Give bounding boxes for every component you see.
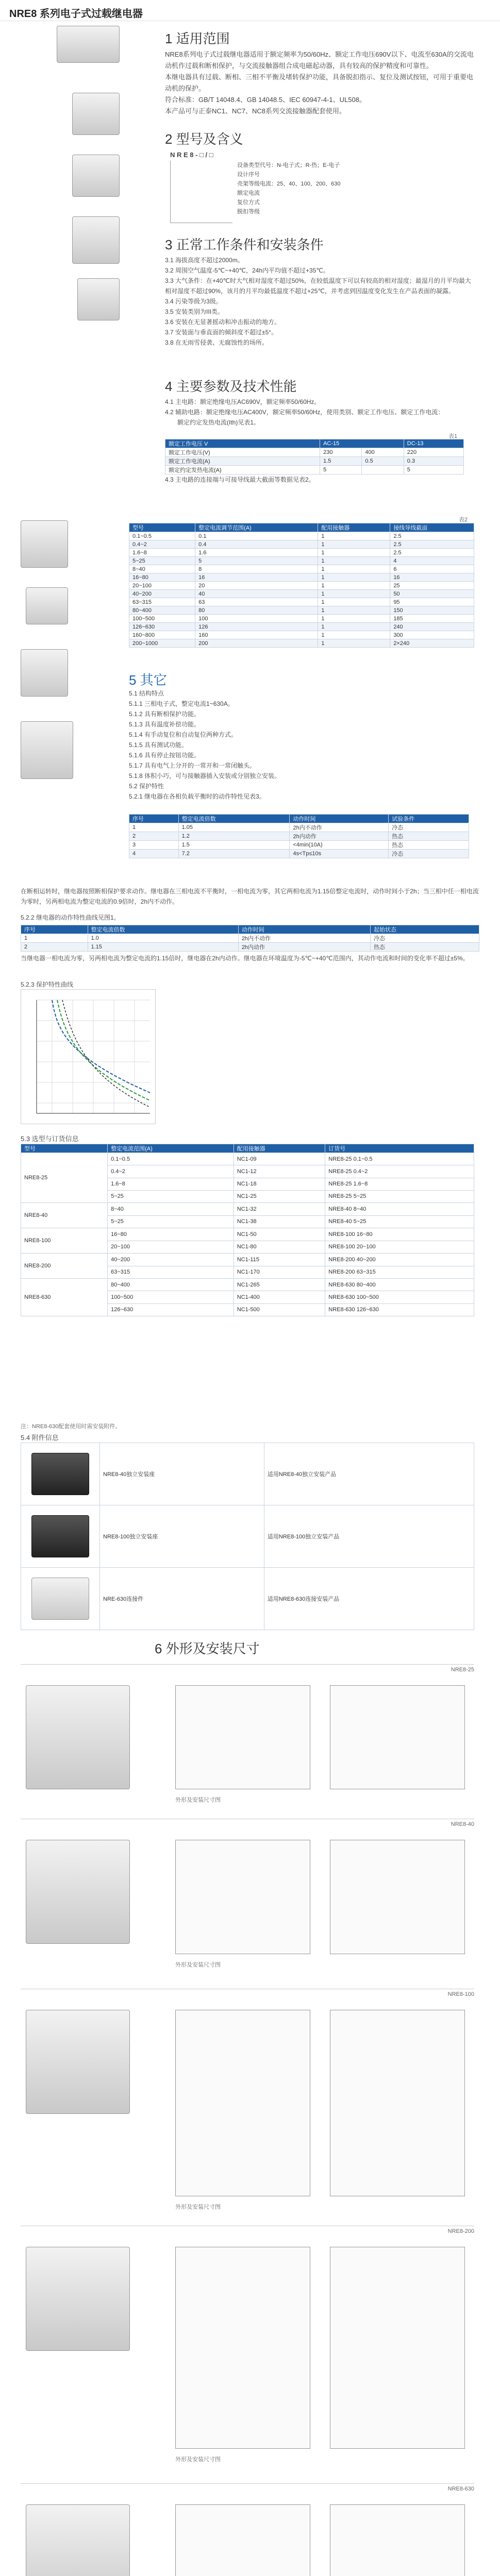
- panel-label: NRE8-100: [447, 1991, 474, 1997]
- table-2-cell: 1: [318, 606, 390, 615]
- table-2-cell: 6: [390, 565, 474, 573]
- selection-header: 型号: [21, 1144, 108, 1153]
- table-2-cell: 80: [195, 606, 318, 615]
- table-1-header: 额定工作电压 V: [165, 439, 320, 448]
- selection-row: [21, 1153, 474, 1165]
- selection-cell: NC1-09: [234, 1153, 325, 1165]
- product-image-6: [21, 520, 68, 568]
- selection-cell: NRE8-25 0.4~2: [325, 1165, 474, 1178]
- table-4-header: 整定电流倍数: [88, 925, 238, 934]
- panel-label: NRE8-25: [451, 1667, 474, 1673]
- table-4: 序号 整定电流倍数 动作时间 起始状态 1 1.0 2h内不动作 冷态 2 1.15 2h内动作 热态: [21, 925, 479, 952]
- panel-note: 外形及安装尺寸图: [175, 2204, 221, 2210]
- table-2-cell: 1.6: [195, 549, 318, 557]
- table-3-header: 试验条件: [389, 815, 469, 823]
- table-2-cell: 0.1: [195, 532, 318, 540]
- model-item: 设计序号: [237, 172, 260, 178]
- selection-header: 整定电流范围(A): [108, 1144, 234, 1153]
- section-4-item: 额定约定发热电流(Ith)见表1。: [177, 419, 260, 426]
- dimension-panel: [21, 1819, 474, 1974]
- section-6-title: 6 外形及安装尺寸: [155, 1641, 260, 1656]
- section-52-p1: 在断相运转时，继电器按照断相保护要求动作。继电器在三相电流不平衡时，一相电流为零，其它两相电流为1.15倍整定电流时，动作时间小于2h；当三相中任一相电流为零时，另两相电流为整定电流的0.9倍时，2h内不动作。: [21, 888, 479, 905]
- section-3-item: 3.1 海拔高度不超过2000m。: [165, 257, 244, 264]
- table-2-cell: 2.5: [390, 549, 474, 557]
- section-5-item: 5.1.8 体积小巧，可与接触器插入安装或分别独立安装。: [129, 772, 281, 779]
- table-2-cell: 5: [195, 557, 318, 565]
- dimension-panel: [21, 1989, 474, 2216]
- section-3-item: 3.3 大气条件：在+40℃时大气相对湿度不超过50%，在较低温度下可以有较高的相对湿度；最湿月的月平均最大相对湿度不超过90%，该月的月平均最低温度不超过+25℃，并考虑到因温度变化发生在产品表面的凝露。: [165, 277, 471, 295]
- section-5-item: 5.1 结构特点: [129, 690, 164, 697]
- section-52-p3: 当继电器一相电流为零，另两相电流为整定电流的1.15倍时，继电器在2h内动作。继电器在环境温度为-5℃~+40℃范围内，其动作电流和时间的变化率不超过±5%。: [21, 955, 469, 962]
- table-1-cell: 220: [404, 448, 463, 457]
- table-3: 序号 整定电流倍数 动作时间 试验条件 1 1.05 2h内不动作 冷态 2 1.2 2h内动作 热态 3 1.5 <4min(10A) 热态 4 7.2 4s<Tp≤10s 冷态: [129, 814, 469, 858]
- accessory-desc: 适用NRE8-40独立安装产品: [264, 1443, 474, 1505]
- table-2-cell: 16: [195, 573, 318, 582]
- table-4-header: 序号: [21, 925, 88, 934]
- table-2-row: [129, 557, 474, 565]
- product-image-9: [21, 721, 73, 779]
- panel-product-image: [26, 2010, 130, 2114]
- section-4-note: 4.3 主电路的连接端与可接导线最大截面等数据见表2。: [165, 476, 315, 483]
- selection-cell: 63~315: [108, 1266, 234, 1279]
- table-2: [129, 523, 474, 648]
- selection-group-name: NRE8-25: [21, 1153, 108, 1203]
- panel-product-image: [26, 1685, 130, 1789]
- selection-cell: NRE8-40 5~25: [325, 1215, 474, 1228]
- section-1-body: [165, 49, 474, 117]
- section-1-p4: 本产品可与正泰NC1、NC7、NC8系列交流接触器配套使用。: [165, 107, 346, 115]
- section-5-item: 5.2.1 继电器在各相负载平衡时的动作特性见表3。: [129, 793, 265, 800]
- selection-note: 注：NRE8-630配套使用时需安装附件。: [21, 1423, 121, 1430]
- table-1-cell: 230: [320, 448, 362, 457]
- selection-cell: NC1-50: [234, 1228, 325, 1241]
- accessories-title: 5.4 附件信息: [21, 1434, 59, 1442]
- selection-cell: 5~25: [108, 1215, 234, 1228]
- table-2-cell: 1: [318, 623, 390, 631]
- table-2-cell: 126~630: [129, 623, 195, 631]
- selection-row: [21, 1279, 474, 1291]
- table-1-cell: 0.5: [362, 457, 404, 466]
- selection-cell: NC1-32: [234, 1203, 325, 1216]
- model-item: 复位方式: [237, 199, 260, 206]
- panel-note: 外形及安装尺寸图: [175, 1962, 221, 1968]
- selection-group-name: NRE8-40: [21, 1203, 108, 1228]
- table-3-header: 整定电流倍数: [178, 815, 290, 823]
- model-items: [237, 161, 341, 216]
- table-2-cell: 63~315: [129, 598, 195, 606]
- table-2-cell: 1: [318, 590, 390, 598]
- table-2-cell: 95: [390, 598, 474, 606]
- section-3-item: 3.8 在无雨雪侵袭、无腐蚀性的场所。: [165, 339, 269, 346]
- selection-group-name: NRE8-200: [21, 1253, 108, 1279]
- table-4-header: 起始状态: [371, 925, 479, 934]
- section-5-item: 5.1.5 具有测试功能。: [129, 741, 188, 749]
- table-2-cell: 1: [318, 598, 390, 606]
- product-image-3: [72, 155, 120, 197]
- section-52-p2: 5.2.2 继电器的动作特性曲线见图1。: [21, 914, 120, 921]
- accessory-image-2: [31, 1515, 89, 1557]
- table-1-header: DC-13: [404, 439, 463, 448]
- selection-cell: NC1-18: [234, 1178, 325, 1190]
- section-3-body: [165, 255, 474, 348]
- table-2-cell: 300: [390, 631, 474, 639]
- table-2-cell: 20: [195, 582, 318, 590]
- section-3-title: 3 正常工作条件和安装条件: [165, 237, 324, 252]
- selection-cell: NC1-500: [234, 1303, 325, 1316]
- table-2-header: 型号: [129, 523, 195, 532]
- panel-product-image: [26, 2247, 130, 2351]
- panel-product-image: [26, 1840, 130, 1944]
- table-2-row: [129, 540, 474, 549]
- table-2-cell: 1: [318, 532, 390, 540]
- selection-cell: NRE8-630 80~400: [325, 1279, 474, 1291]
- panel-label: NRE8-200: [447, 2228, 474, 2234]
- product-image-1: [57, 26, 120, 63]
- section-5-item: 5.1.3 具有温度补偿功能。: [129, 721, 201, 728]
- selection-group-name: NRE8-100: [21, 1228, 108, 1253]
- table-2-cell: 80~400: [129, 606, 195, 615]
- table-1: [165, 439, 464, 474]
- selection-cell: NC1-400: [234, 1291, 325, 1303]
- panel-drawing-side: [330, 2247, 465, 2449]
- section-5-item: 5.1.1 三相电子式，整定电流1~630A。: [129, 700, 234, 707]
- table-2-cell: 1: [318, 615, 390, 623]
- table-2-cell: 100~500: [129, 615, 195, 623]
- section-5-item: 5.2 保护特性: [129, 783, 164, 790]
- table-2-cell: 0.1~0.5: [129, 532, 195, 540]
- selection-cell: 126~630: [108, 1303, 234, 1316]
- model-bracket: [170, 161, 232, 223]
- table-2-cell: 160~800: [129, 631, 195, 639]
- characteristic-curve-svg: [21, 990, 155, 1124]
- table-2-cell: 1: [318, 549, 390, 557]
- table-2-row: [129, 582, 474, 590]
- table-2-body: [129, 532, 474, 648]
- section-53-title: 5.3 选型与订货信息: [21, 1135, 79, 1143]
- section-1-p1: NRE8系列电子式过载继电器适用于额定频率为50/60Hz、额定工作电压690V以下、电流至630A的交流电动机作过载和断相保护，与交流接触器组合成电磁起动器，具有较高的保护精度和可靠性。: [165, 50, 474, 70]
- selection-cell: NC1-12: [234, 1165, 325, 1178]
- panel-drawing-front: [175, 1685, 310, 1789]
- selection-cell: NRE8-200 40~200: [325, 1253, 474, 1266]
- table-2-cell: 25: [390, 582, 474, 590]
- accessory-desc: 适用NRE8-630连接安装产品: [264, 1568, 474, 1630]
- table-4-header: 动作时间: [238, 925, 370, 934]
- table-1-cell: 额定工作电流(A): [165, 457, 320, 466]
- panel-drawing-front: [175, 2247, 310, 2449]
- panel-label: NRE8-40: [451, 1821, 474, 1827]
- section-4-title: 4 主要参数及技术性能: [165, 379, 297, 394]
- accessory-image-1: [31, 1453, 89, 1495]
- table-2-row: [129, 639, 474, 648]
- panel-drawing-front: [175, 1840, 310, 1954]
- selection-cell: NRE8-630 126~630: [325, 1303, 474, 1316]
- table-2-row: [129, 573, 474, 582]
- model-item: 壳架等级电流：25、40、100、200、630: [237, 181, 341, 187]
- table-2-header: 整定电流调节范围(A): [195, 523, 318, 532]
- panel-label: NRE8-630: [447, 2486, 474, 2492]
- section-3-item: 3.2 周围空气温度-5℃~+40℃，24h内平均值不超过+35℃。: [165, 267, 329, 274]
- table-2-row: [129, 615, 474, 623]
- table-2-header: 配用接触器: [318, 523, 390, 532]
- section-4-item: 4.1 主电路：额定绝缘电压AC690V，额定频率50/60Hz。: [165, 398, 321, 405]
- panel-note: 外形及安装尺寸图: [175, 1797, 221, 1803]
- section-4-body: [165, 397, 474, 428]
- selection-table: [21, 1144, 474, 1316]
- table-2-cell: 1: [318, 639, 390, 648]
- selection-cell: NRE8-100 16~80: [325, 1228, 474, 1241]
- table-2-row: [129, 631, 474, 639]
- section-3-item: 3.5 安装类别为III类。: [165, 308, 224, 315]
- table-2-cell: 1: [318, 540, 390, 549]
- product-image-7: [26, 587, 68, 624]
- section-5-body: [129, 688, 469, 802]
- table-2-cell: 240: [390, 623, 474, 631]
- selection-cell: 100~500: [108, 1291, 234, 1303]
- section-2-title: 2 型号及含义: [165, 131, 243, 147]
- selection-cell: NRE8-200 63~315: [325, 1266, 474, 1279]
- section-5-item: 5.1.7 具有电气上分开的一常开和一常闭触头。: [129, 762, 256, 769]
- section-5-item: 5.1.4 有手动复位和自动复位两种方式。: [129, 731, 238, 738]
- selection-group-name: NRE8-630: [21, 1279, 108, 1316]
- dimension-panel: [21, 2483, 474, 2576]
- accessory-name: NRE8-40独立安装座: [100, 1443, 264, 1505]
- section-1-title: 1 适用范围: [165, 31, 230, 46]
- accessory-image-3: [31, 1578, 89, 1620]
- table-2-cell: 0.4: [195, 540, 318, 549]
- selection-cell: 1.6~8: [108, 1178, 234, 1190]
- title-bar: [0, 0, 500, 21]
- table-2-cell: 100: [195, 615, 318, 623]
- panel-drawing-side: [330, 2504, 465, 2576]
- table-2-row: [129, 565, 474, 573]
- accessory-name: NRE8-100独立安装座: [100, 1505, 264, 1568]
- selection-cell: NC1-170: [234, 1266, 325, 1279]
- selection-cell: NRE8-25 0.1~0.5: [325, 1153, 474, 1165]
- section-1-p2: 本继电器具有过载、断相、三相不平衡及堵转保护功能，具备脱扣指示、复位及测试按钮，可用于重要电动机的保护。: [165, 73, 474, 92]
- table-2-cell: 40: [195, 590, 318, 598]
- table-2-row: [129, 623, 474, 631]
- table-2-cell: 1: [318, 582, 390, 590]
- selection-cell: NRE8-40 8~40: [325, 1203, 474, 1216]
- section-3-item: 3.6 安装在无显著摇动和冲击振动的地方。: [165, 318, 281, 326]
- table-2-cell: 8~40: [129, 565, 195, 573]
- table-2-row: [129, 532, 474, 540]
- selection-body: [21, 1153, 474, 1316]
- selection-header: 配用接触器: [234, 1144, 325, 1153]
- table-2-cell: 2.5: [390, 540, 474, 549]
- table-2-title: 表2: [459, 517, 468, 523]
- section-4-item: 4.2 辅助电路：额定绝缘电压AC400V，额定频率50/60Hz，使用类别、额定工作电压、额定工作电流：: [165, 409, 444, 416]
- table-1-header: AC-15: [320, 439, 404, 448]
- selection-cell: 0.4~2: [108, 1165, 234, 1178]
- characteristic-curve: [21, 989, 156, 1124]
- panel-product-image: [26, 2504, 130, 2576]
- selection-cell: 8~40: [108, 1203, 234, 1216]
- selection-cell: 40~200: [108, 1253, 234, 1266]
- table-2-row: [129, 598, 474, 606]
- section-1-p3: 符合标准：GB/T 14048.4、GB 14048.5、IEC 60947-4-1、UL508。: [165, 96, 366, 104]
- product-image-2: [72, 93, 120, 135]
- table-2-cell: 200~1000: [129, 639, 195, 648]
- selection-cell: 5~25: [108, 1190, 234, 1202]
- table-2-row: [129, 590, 474, 598]
- selection-cell: NRE8-25 1.6~8: [325, 1178, 474, 1190]
- section-52-chart-label: 5.2.3 保护特性曲线: [21, 981, 74, 988]
- product-image-4: [72, 216, 120, 264]
- table-1-cell: 5: [320, 466, 362, 474]
- table-2-cell: 1: [318, 557, 390, 565]
- product-image-5: [77, 278, 120, 320]
- accessory-desc: 适用NRE8-100独立安装产品: [264, 1505, 474, 1568]
- model-item: 额定电流: [237, 190, 260, 196]
- table-2-cell: 16: [390, 573, 474, 582]
- selection-cell: NC1-38: [234, 1215, 325, 1228]
- selection-cell: NC1-115: [234, 1253, 325, 1266]
- selection-cell: NC1-265: [234, 1279, 325, 1291]
- table-2-cell: 16~80: [129, 573, 195, 582]
- section-5-title: 5 其它: [129, 672, 167, 688]
- table-2-cell: 200: [195, 639, 318, 648]
- table-1-cell: 0.3: [404, 457, 463, 466]
- selection-cell: 80~400: [108, 1279, 234, 1291]
- table-1-cell: 400: [362, 448, 404, 457]
- model-code: N R E 8 - □ / □: [170, 151, 213, 159]
- table-1-cell: 额定工作电压(V): [165, 448, 320, 457]
- table-3-header: 动作时间: [290, 815, 389, 823]
- table-2-cell: 1.6~8: [129, 549, 195, 557]
- panel-drawing-front: [175, 2010, 310, 2196]
- table-1-cell: [362, 466, 404, 474]
- panel-drawing-side: [330, 1685, 465, 1789]
- dimension-panel: [21, 1664, 474, 1809]
- selection-header: 订货号: [325, 1144, 474, 1153]
- table-2-row: [129, 606, 474, 615]
- table-2-cell: 150: [390, 606, 474, 615]
- selection-row: [21, 1203, 474, 1216]
- selection-cell: 16~80: [108, 1228, 234, 1241]
- panel-drawing-side: [330, 1840, 465, 1954]
- selection-cell: NC1-80: [234, 1241, 325, 1253]
- table-2-cell: 185: [390, 615, 474, 623]
- table-2-cell: 160: [195, 631, 318, 639]
- table-2-cell: 2.5: [390, 532, 474, 540]
- selection-row: [21, 1228, 474, 1241]
- dimension-panel: [21, 2226, 474, 2468]
- table-2-header: 接线导线截面: [390, 523, 474, 532]
- panel-note: 外形及安装尺寸图: [175, 2456, 221, 2463]
- accessories-table: [21, 1443, 474, 1630]
- model-item: 设备类型代号：N-电子式；R-热；E-电子: [237, 162, 340, 168]
- selection-cell: NRE8-100 20~100: [325, 1241, 474, 1253]
- table-2-cell: 20~100: [129, 582, 195, 590]
- table-2-cell: 126: [195, 623, 318, 631]
- table-2-cell: 8: [195, 565, 318, 573]
- model-item: 脱扣等级: [237, 209, 260, 215]
- table-2-cell: 4: [390, 557, 474, 565]
- table-2-cell: 1: [318, 631, 390, 639]
- page-title: NRE8 系列电子式过载继电器: [9, 8, 143, 20]
- table-2-cell: 63: [195, 598, 318, 606]
- table-2-cell: 5~25: [129, 557, 195, 565]
- selection-row: [21, 1253, 474, 1266]
- section-5-item: 5.1.2 具有断相保护功能。: [129, 710, 201, 718]
- table-2-cell: 40~200: [129, 590, 195, 598]
- table-3-header: 序号: [129, 815, 179, 823]
- section-3-item: 3.4 污染等级为3级。: [165, 298, 222, 305]
- section-3-item: 3.7 安装面与垂直面的倾斜度不超过±5°。: [165, 329, 278, 336]
- table-1-cell: 5: [404, 466, 463, 474]
- table-2-cell: 2×240: [390, 639, 474, 648]
- table-1-cell: 1.5: [320, 457, 362, 466]
- table-2-cell: 0.4~2: [129, 540, 195, 549]
- accessory-name: NRE-630连接件: [100, 1568, 264, 1630]
- table-2-cell: 1: [318, 565, 390, 573]
- selection-cell: NC1-25: [234, 1190, 325, 1202]
- selection-cell: 0.1~0.5: [108, 1153, 234, 1165]
- table-2-cell: 1: [318, 573, 390, 582]
- table-1-cell: 额定约定发热电流(A): [165, 466, 320, 474]
- selection-cell: 20~100: [108, 1241, 234, 1253]
- selection-cell: NRE8-630 100~500: [325, 1291, 474, 1303]
- panel-drawing-side: [330, 2010, 465, 2196]
- table-2-row: [129, 549, 474, 557]
- table-1-title: 表1: [448, 433, 458, 439]
- selection-cell: NRE8-25 5~25: [325, 1190, 474, 1202]
- section-5-item: 5.1.6 具有停止按钮功能。: [129, 752, 201, 759]
- product-image-8: [21, 649, 68, 697]
- panel-drawing-front: [175, 2504, 310, 2576]
- table-2-cell: 50: [390, 590, 474, 598]
